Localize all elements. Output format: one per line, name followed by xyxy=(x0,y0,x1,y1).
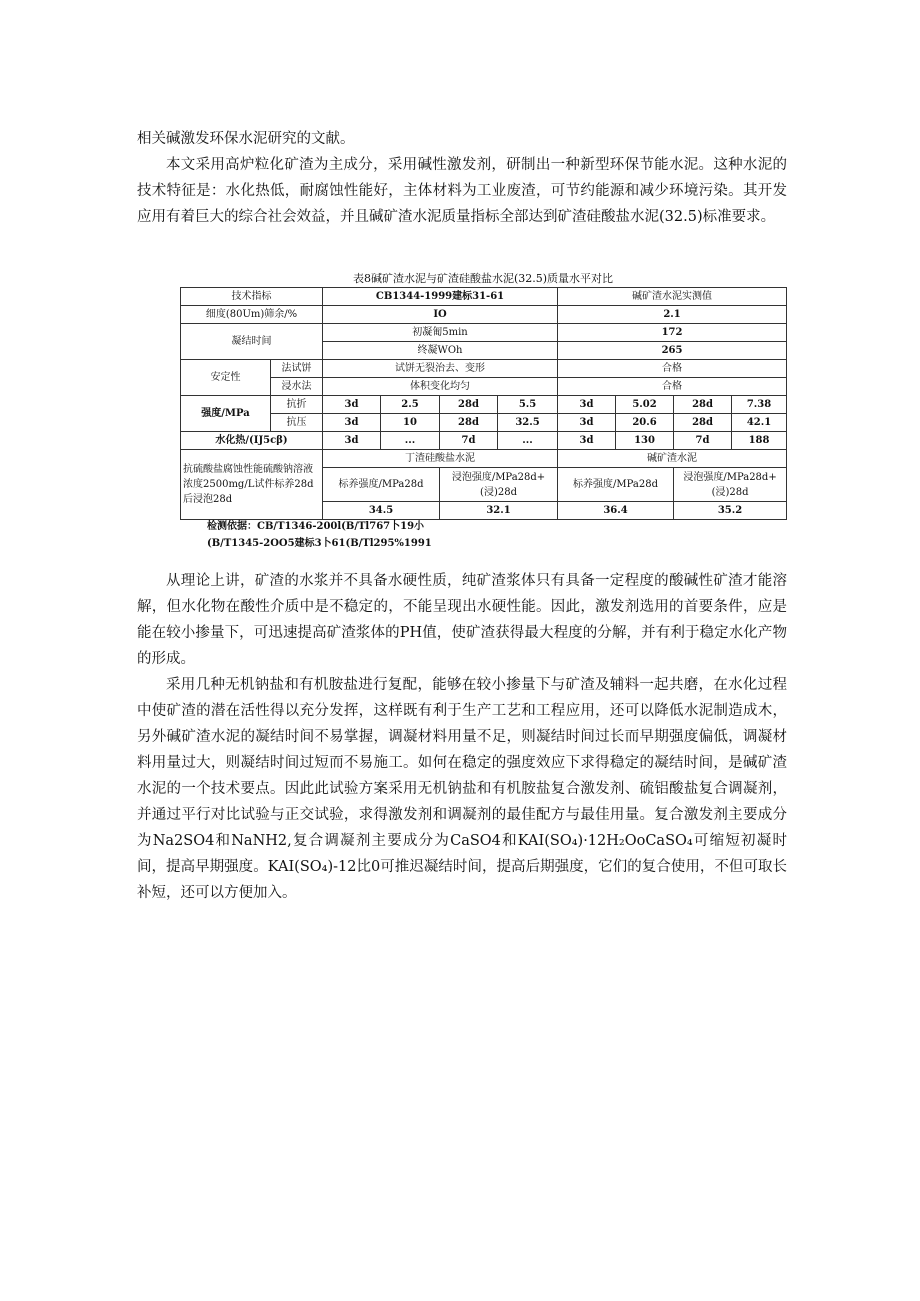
setting-initial-val: 172 xyxy=(558,324,787,342)
sulfate-sub-4: 浸泡强度/MPa28d+(浸)28d xyxy=(674,468,787,502)
heat-cell: ... xyxy=(498,432,558,450)
sulfate-val-1: 34.5 xyxy=(323,502,440,520)
comp-cell: 3d xyxy=(323,414,381,432)
comp-cell: 32.5 xyxy=(498,414,558,432)
table-note-1: 检测依据：CB/T1346-200l(B/Tl767卜19小 xyxy=(207,521,425,532)
soundness-method-1: 法试饼 xyxy=(271,360,323,378)
setting-initial: 初凝匍5min xyxy=(323,324,558,342)
paragraph-intro-tail: 相关碱激发环保水泥研究的文献。 xyxy=(137,131,355,147)
heat-cell: 3d xyxy=(323,432,381,450)
heat-cell: 3d xyxy=(558,432,616,450)
sulfate-group-slag: 丁渣硅酸盐水泥 xyxy=(323,450,558,468)
comp-cell: 28d xyxy=(674,414,732,432)
heat-cell: 7d xyxy=(674,432,732,450)
heat-cell: 130 xyxy=(616,432,674,450)
setting-final: 终凝WOh xyxy=(323,342,558,360)
comp-cell: 20.6 xyxy=(616,414,674,432)
sulfate-sub-1: 标养强度/MPa28d xyxy=(323,468,440,502)
heat-label: 水化热/(IJ5cβ) xyxy=(181,432,323,450)
quality-comparison-table xyxy=(180,287,787,520)
comp-cell: 3d xyxy=(558,414,616,432)
flex-cell: 2.5 xyxy=(381,396,440,414)
fineness-label: 细度(80Um)筛余/% xyxy=(181,306,323,324)
flex-label: 抗折 xyxy=(271,396,323,414)
table-row xyxy=(181,378,787,396)
table-row xyxy=(181,306,787,324)
heat-cell: 7d xyxy=(440,432,498,450)
paragraph-cement-overview: 本文采用高炉粒化矿渣为主成分，采用碱性激发剂，研制出一种新型环保节能水泥。这种水泥的技术特征是：水化热低，耐腐蚀性能好，主体材料为工业废渣，可节约能源和减少环境污染。其开发应用有着巨大的综合社会效益，并且碱矿渣水泥质量指标全部达到矿渣硅酸盐水泥(32.5)标准要求。 xyxy=(137,157,787,225)
soundness-label: 安定性 xyxy=(181,360,271,396)
table-row xyxy=(181,450,787,468)
table-row xyxy=(181,414,787,432)
soundness-val-2: 合格 xyxy=(558,378,787,396)
table-row xyxy=(181,432,787,450)
table-row xyxy=(181,360,787,378)
sulfate-sub-3: 标养强度/MPa28d xyxy=(558,468,674,502)
sulfate-val-4: 35.2 xyxy=(674,502,787,520)
flex-cell: 3d xyxy=(323,396,381,414)
soundness-std-1: 试饼无裂治去、变形 xyxy=(323,360,558,378)
table-caption: 表8碱矿渣水泥与矿渣硅酸盐水泥(32.5)质量水平对比 xyxy=(352,272,614,285)
sulfate-group-alkali: 碱矿渣水泥 xyxy=(558,450,787,468)
sulfate-sub-2: 浸泡强度/MPa28d+(浸)28d xyxy=(440,468,558,502)
comp-cell: 42.1 xyxy=(732,414,787,432)
table-header-row xyxy=(181,288,787,306)
comp-cell: 28d xyxy=(440,414,498,432)
table-row xyxy=(181,396,787,414)
sulfate-val-3: 36.4 xyxy=(558,502,674,520)
soundness-std-2: 体积变化均匀 xyxy=(323,378,558,396)
soundness-method-2: 浸水法 xyxy=(271,378,323,396)
fineness-std: IO xyxy=(323,306,558,324)
flex-cell: 28d xyxy=(440,396,498,414)
flex-cell: 7.38 xyxy=(732,396,787,414)
table-note-2: (B/T1345-2OO5建标3卜61(B/Tl295%1991 xyxy=(207,538,432,549)
sulfate-label: 抗硫酸盐腐蚀性能硫酸钠溶液浓度2500mg/L试件标养28d后浸泡28d xyxy=(181,450,323,520)
strength-label: 强度/MPa xyxy=(181,396,271,432)
flex-cell: 5.5 xyxy=(498,396,558,414)
soundness-val-1: 合格 xyxy=(558,360,787,378)
heat-cell: 188 xyxy=(732,432,787,450)
table-row xyxy=(181,324,787,342)
flex-cell: 3d xyxy=(558,396,616,414)
comp-label: 抗压 xyxy=(271,414,323,432)
flex-cell: 5.02 xyxy=(616,396,674,414)
fineness-val: 2.1 xyxy=(558,306,787,324)
paragraph-method: 采用几种无机钠盐和有机胺盐进行复配，能够在较小掺量下与矿渣及辅料一起共磨，在水化过程中使矿渣的潜在活性得以充分发挥，这样既有利于生产工艺和工程应用，还可以降低水泥制造成木，另外碱矿渣水泥的凝结时间不易掌握，调凝材料用量不足，则凝结时间过长而早期强度偏低，调凝材料用量过大，则凝结时间过短而不易施工。如何在稳定的强度效应下求得稳定的凝结时间，是碱矿渣水泥的一个技术要点。因此此试验方案采用无机钠盐和有机胺盐复合激发剂、硫铝酸盐复合调凝剂，并通过平行对比试验与正交试验，求得激发剂和调凝剂的最佳配方与最佳用量。复合激发剂主要成分为Na2SO4和NaNH2,复合调凝剂主要成分为CaSO4和KAI(SO₄)·12H₂OoCaSO₄可缩短初凝时间，提高早期强度。KAI(SO₄)-12比0可推迟凝结时间，提高后期强度，它们的复合使用，不但可取长补短，还可以方便加入。 xyxy=(137,677,787,901)
sulfate-val-2: 32.1 xyxy=(440,502,558,520)
setting-label: 凝结时间 xyxy=(181,324,323,360)
paragraph-theory: 从理论上讲，矿渣的水浆并不具备水硬性质，纯矿渣浆体只有具备一定程度的酸碱性矿渣才能溶解，但水化物在酸性介质中是不稳定的，不能呈现出水硬性能。因此，激发剂选用的首要条件，应是能在较小掺量下，可迅速提高矿渣浆体的PH值，使矿渣获得最大程度的分解，并有利于稳定水化产物的形成。 xyxy=(137,573,787,667)
heat-cell: ... xyxy=(381,432,440,450)
header-standard: CB1344-1999建标31-61 xyxy=(323,288,558,306)
setting-final-val: 265 xyxy=(558,342,787,360)
header-indicator: 技术指标 xyxy=(181,288,323,306)
header-measured: 碱矿渣水泥实测值 xyxy=(558,288,787,306)
flex-cell: 28d xyxy=(674,396,732,414)
comp-cell: 10 xyxy=(381,414,440,432)
